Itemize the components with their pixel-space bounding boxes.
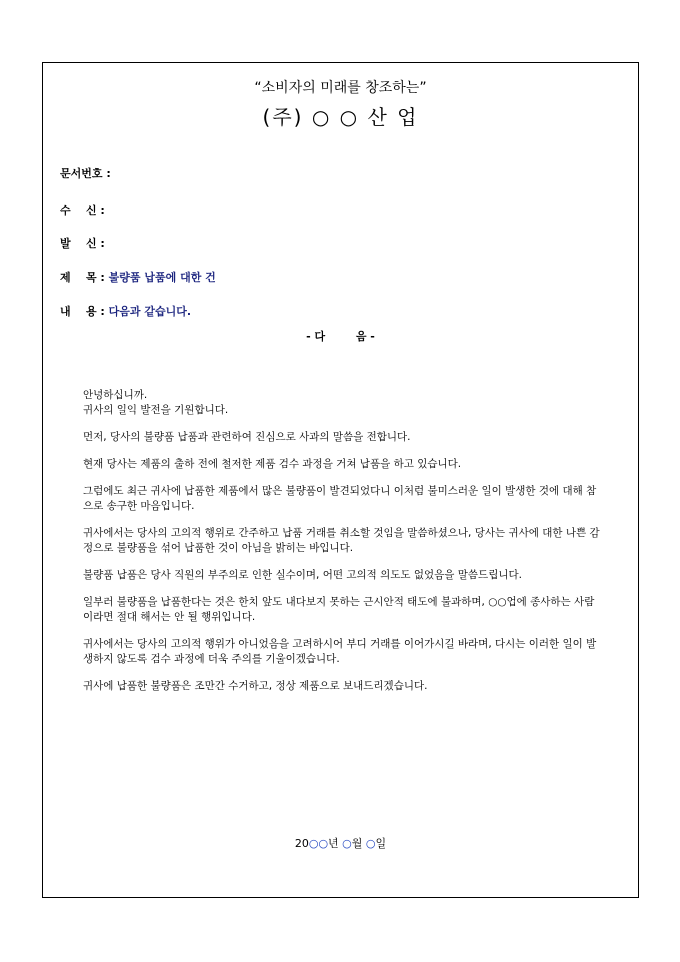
date-month-suffix: 월 [351, 837, 366, 850]
paragraph: 일부러 불량품을 납품한다는 것은 한치 앞도 내다보지 못하는 근시안적 태도에 불과하며, ○○업에 종사하는 사람이라면 절대 해서는 안 될 행위입니다. [83, 596, 595, 623]
field-recipient [60, 202, 105, 218]
date-year-mark: ○○ [308, 837, 329, 850]
letter-body [83, 388, 603, 706]
paragraph: 현재 당사는 제품의 출하 전에 철저한 제품 검수 과정을 거쳐 납품을 하고 있습니다. [83, 458, 462, 470]
paragraph: 불량품 납품은 당사 직원의 부주의로 인한 실수이며, 어떤 고의적 의도도 없었음을 말씀드립니다. [83, 569, 522, 581]
paragraph: 귀사에 납품한 불량품은 조만간 수거하고, 정상 제품으로 보내드리겠습니다. [83, 680, 428, 692]
field-label: 내 용 : [60, 305, 105, 318]
field-content [60, 303, 191, 319]
date-day-suffix: 일 [375, 837, 387, 850]
document-date [43, 835, 638, 851]
field-label: 문서번호 : [60, 167, 111, 180]
date-day-mark: ○ [365, 837, 376, 850]
field-label: 제 목 : [60, 271, 105, 284]
document-frame [42, 62, 639, 898]
field-label: 수 신 : [60, 204, 105, 217]
paragraph: 먼저, 당사의 불량품 납품과 관련하여 진심으로 사과의 말씀을 전합니다. [83, 431, 411, 443]
field-subject [60, 269, 216, 285]
paragraph: 귀사에서는 당사의 고의적 행위가 아니었음을 고려하시어 부디 거래를 이어가시길 바라며, 다시는 이러한 일이 발생하지 않도록 검수 과정에 더욱 주의를 기울이겠습니다. [83, 638, 597, 665]
company-slogan: “소비자의 미래를 창조하는” [254, 80, 427, 96]
date-year-suffix: 년 [328, 837, 343, 850]
date-prefix: 20 [294, 837, 309, 850]
field-value: 불량품 납품에 대한 건 [108, 271, 216, 284]
paragraph: 귀사에서는 당사의 고의적 행위로 간주하고 납품 거래를 취소할 것임을 말씀하셨으나, 당사는 귀사에 대한 나쁜 감정으로 불량품을 섞어 납품한 것이 아님을 밝히는 바입니다. [83, 527, 600, 554]
paragraph: 그럼에도 최근 귀사에 납품한 제품에서 많은 불량품이 발견되었다니 이처럼 불미스러운 일이 발생한 것에 대해 참으로 송구한 마음입니다. [83, 485, 597, 512]
field-value: 다음과 같습니다. [108, 305, 192, 318]
field-document-number [60, 165, 111, 181]
field-label: 발 신 : [60, 237, 105, 250]
date-month-mark: ○ [342, 837, 352, 850]
paragraph: 안녕하십니까. 귀사의 일익 발전을 기원합니다. [83, 389, 229, 416]
section-heading: - 다 음 - [306, 330, 375, 343]
field-sender [60, 235, 105, 251]
company-name: (주) ○ ○ 산 업 [262, 105, 419, 129]
